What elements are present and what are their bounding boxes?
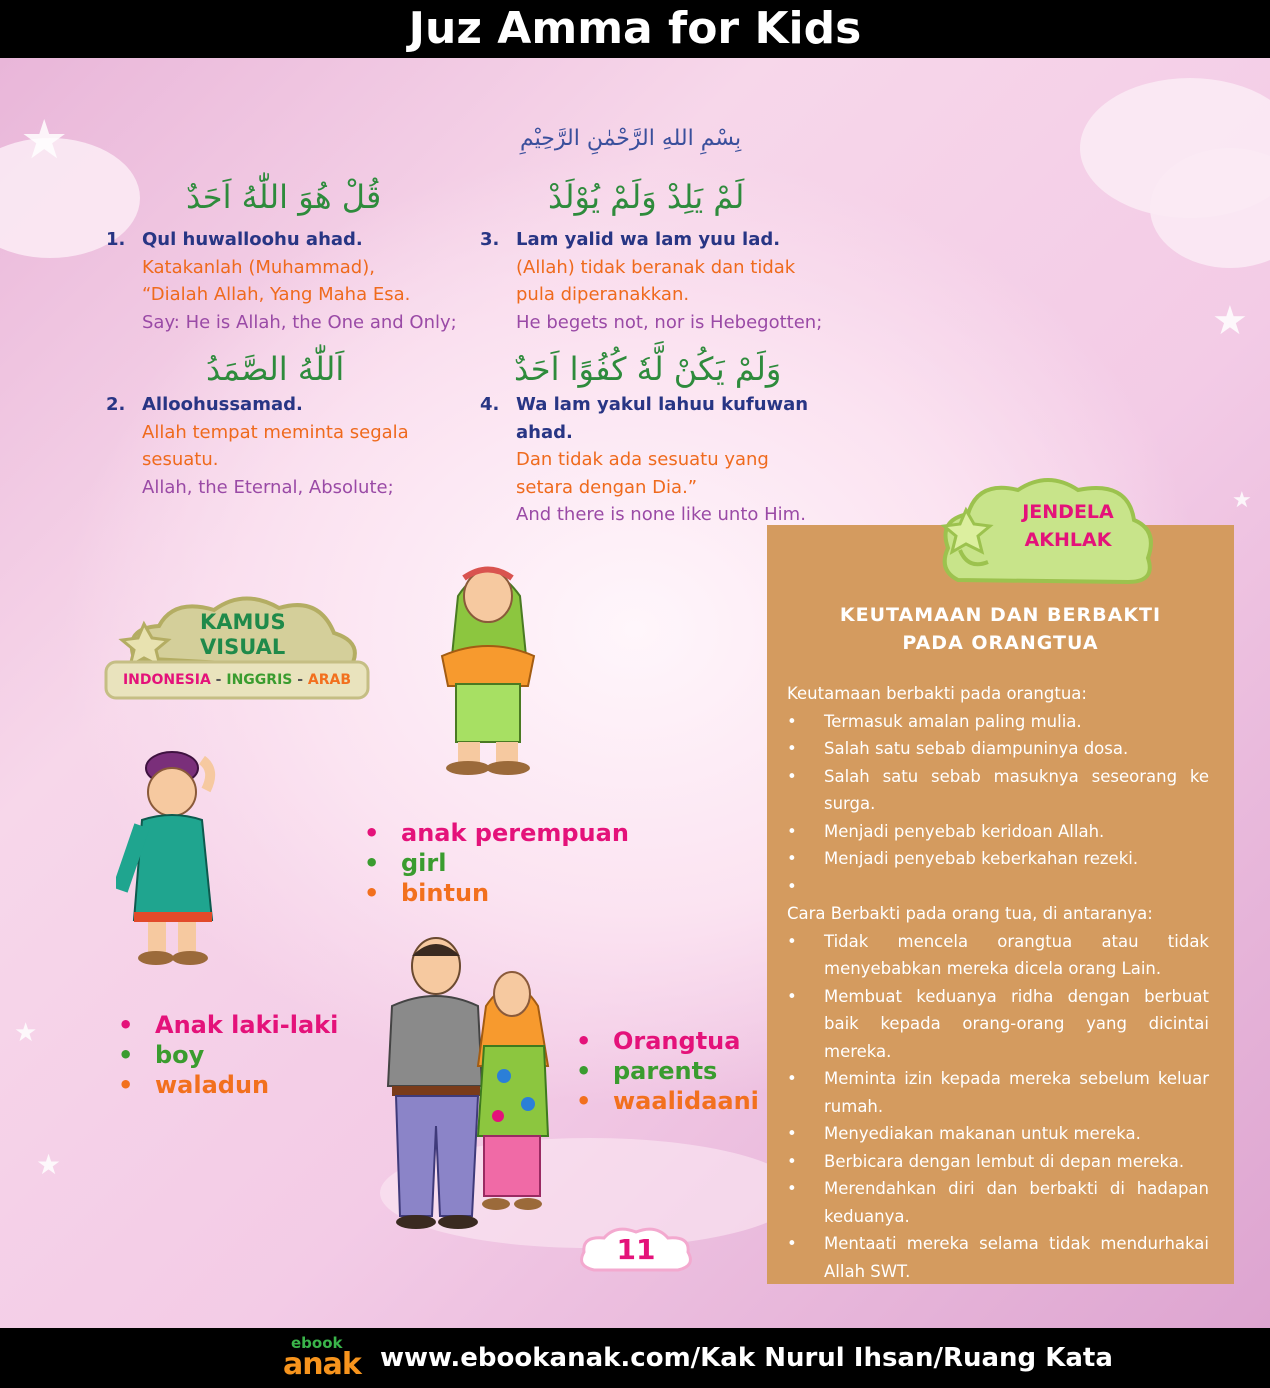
star-icon: ★ xyxy=(1232,488,1252,513)
akhlak-list-item: • Menyediakan makanan untuk mereka. xyxy=(787,1120,1209,1148)
verse-4-arabic: وَلَمْ يَكُنْ لَّهٗ كُفُوًا اَحَدٌ xyxy=(514,350,782,388)
kamus-separator: - xyxy=(292,672,308,688)
verse-number: 2. xyxy=(106,394,126,415)
vocab-parents xyxy=(576,1026,759,1116)
vocab-indonesian: • Orangtua xyxy=(576,1026,759,1056)
verse-english: He begets not, nor is Hebegotten; xyxy=(516,311,823,333)
akhlak-list-2 xyxy=(787,928,1209,1286)
verse-number: 3. xyxy=(480,229,500,250)
akhlak-badge-line1: JENDELA xyxy=(1022,501,1114,523)
verse-3-arabic: لَمْ يَلِدْ وَلَمْ يُوْلَدْ xyxy=(548,178,745,216)
star-icon: ★ xyxy=(36,1148,62,1181)
book-page xyxy=(0,58,1270,1328)
vocab-arabic: • waalidaani xyxy=(576,1086,759,1116)
page-number: 11 xyxy=(616,1233,656,1266)
jendela-akhlak-badge xyxy=(938,470,1158,594)
verse-english: And there is none like unto Him. xyxy=(516,504,806,525)
girl-illustration xyxy=(428,556,548,786)
verse-english: Say: He is Allah, the One and Only; xyxy=(142,311,457,333)
akhlak-list-item: • Termasuk amalan paling mulia. xyxy=(787,708,1209,736)
boy-illustration xyxy=(116,750,236,982)
kamus-visual-badge xyxy=(104,588,370,704)
akhlak-list-item: • Merendahkan diri dan berbakti di hadapan keduanya. xyxy=(787,1175,1209,1230)
akhlak-list-item: • Meminta izin kepada mereka sebelum keluar rumah. xyxy=(787,1065,1209,1120)
akhlak-list-item: • Membuat keduanya ridha dengan berbuat baik kepada orang-orang yang dicintai mereka. xyxy=(787,983,1209,1066)
vocab-arabic: • waladun xyxy=(118,1070,338,1100)
verse-transliteration: Alloohussamad. xyxy=(142,394,303,415)
kamus-lang-arab: ARAB xyxy=(307,672,352,688)
akhlak-title-line2: PADA ORANGTUA xyxy=(902,632,1099,654)
verse-transliteration: Qul huwalloohu ahad. xyxy=(142,229,363,250)
akhlak-intro-2: Cara Berbakti pada orang tua, di antaranya: xyxy=(787,904,1153,923)
verse-1-arabic: قُلْ هُوَ اللّٰهُ اَحَدٌ xyxy=(186,178,382,216)
akhlak-body xyxy=(787,680,1209,1285)
verse-number: 4. xyxy=(480,394,500,415)
kamus-lang-indonesia: INDONESIA xyxy=(122,672,211,688)
page-number-cloud xyxy=(576,1224,696,1276)
akhlak-list-1 xyxy=(787,708,1209,901)
verse-transliteration: Lam yalid wa lam yuu lad. xyxy=(516,229,781,250)
akhlak-badge-line2: AKHLAK xyxy=(1024,529,1112,551)
vocab-indonesian: • Anak laki-laki xyxy=(118,1010,338,1040)
star-icon: ★ xyxy=(14,1018,38,1048)
vocab-english: • parents xyxy=(576,1056,759,1086)
akhlak-list-item xyxy=(787,873,1209,901)
akhlak-list-item: • Mentaati mereka selama tidak mendurhakai Allah SWT. xyxy=(787,1230,1209,1285)
verse-transliteration: Wa lam yakul lahuu kufuwan ahad. xyxy=(516,394,809,443)
akhlak-list-item: • Salah satu sebab diampuninya dosa. xyxy=(787,735,1209,763)
akhlak-list-item: • Menjadi penyebab keberkahan rezeki. xyxy=(787,845,1209,873)
verse-indonesian: Dan tidak ada sesuatu yang setara dengan Dia.” xyxy=(516,449,769,498)
verse-number: 1. xyxy=(106,229,126,250)
parents-illustration xyxy=(378,936,558,1236)
verse-english: Allah, the Eternal, Absolute; xyxy=(142,476,394,498)
logo-bottom: anak xyxy=(283,1347,361,1382)
akhlak-intro-1: Keutamaan berbakti pada orangtua: xyxy=(787,684,1087,703)
akhlak-list-item: • Tidak mencela orangtua atau tidak menyebabkan mereka dicela orang Lain. xyxy=(787,928,1209,983)
verse-indonesian: Katakanlah (Muhammad), “Dialah Allah, Yang Maha Esa. xyxy=(142,256,411,305)
verse-indonesian: Allah tempat meminta segala sesuatu. xyxy=(142,421,409,470)
header-title: Juz Amma for Kids xyxy=(408,3,862,54)
verse-2-arabic: اَللّٰهُ الصَّمَدُ xyxy=(206,350,345,388)
kamus-lang-inggris: INGGRIS xyxy=(226,672,293,688)
vocab-english: • girl xyxy=(364,848,629,878)
page-footer xyxy=(0,1328,1270,1388)
kamus-title-line1: KAMUS xyxy=(200,610,286,634)
akhlak-title-line1: KEUTAMAAN DAN BERBAKTI xyxy=(839,604,1162,626)
kamus-separator: - xyxy=(210,672,227,688)
akhlak-list-item: • Menjadi penyebab keridoan Allah. xyxy=(787,818,1209,846)
akhlak-list-item: • Berbicara dengan lembut di depan mereka. xyxy=(787,1148,1209,1176)
vocab-english: • boy xyxy=(118,1040,338,1070)
kamus-title-line2: VISUAL xyxy=(200,635,286,659)
akhlak-list-item: • Salah satu sebab masuknya seseorang ke surga. xyxy=(787,763,1209,818)
jendela-akhlak-panel xyxy=(767,525,1234,1284)
akhlak-title xyxy=(767,601,1234,657)
star-icon: ★ xyxy=(1212,298,1248,344)
vocab-girl xyxy=(364,818,629,908)
logo-top: ebook xyxy=(291,1334,343,1352)
basmala-text: بِسْمِ اللهِ الرَّحْمٰنِ الرَّحِيْمِ xyxy=(520,126,742,151)
star-icon: ★ xyxy=(20,108,69,171)
page-header xyxy=(0,0,1270,58)
verse-indonesian: (Allah) tidak beranak dan tidak pula diperanakkan. xyxy=(516,256,796,305)
ebookanak-logo xyxy=(283,1334,373,1384)
footer-url[interactable]: www.ebookanak.com/Kak Nurul Ihsan/Ruang Kata xyxy=(380,1343,1113,1373)
vocab-arabic: • bintun xyxy=(364,878,629,908)
vocab-boy xyxy=(118,1010,338,1100)
vocab-indonesian: • anak perempuan xyxy=(364,818,629,848)
